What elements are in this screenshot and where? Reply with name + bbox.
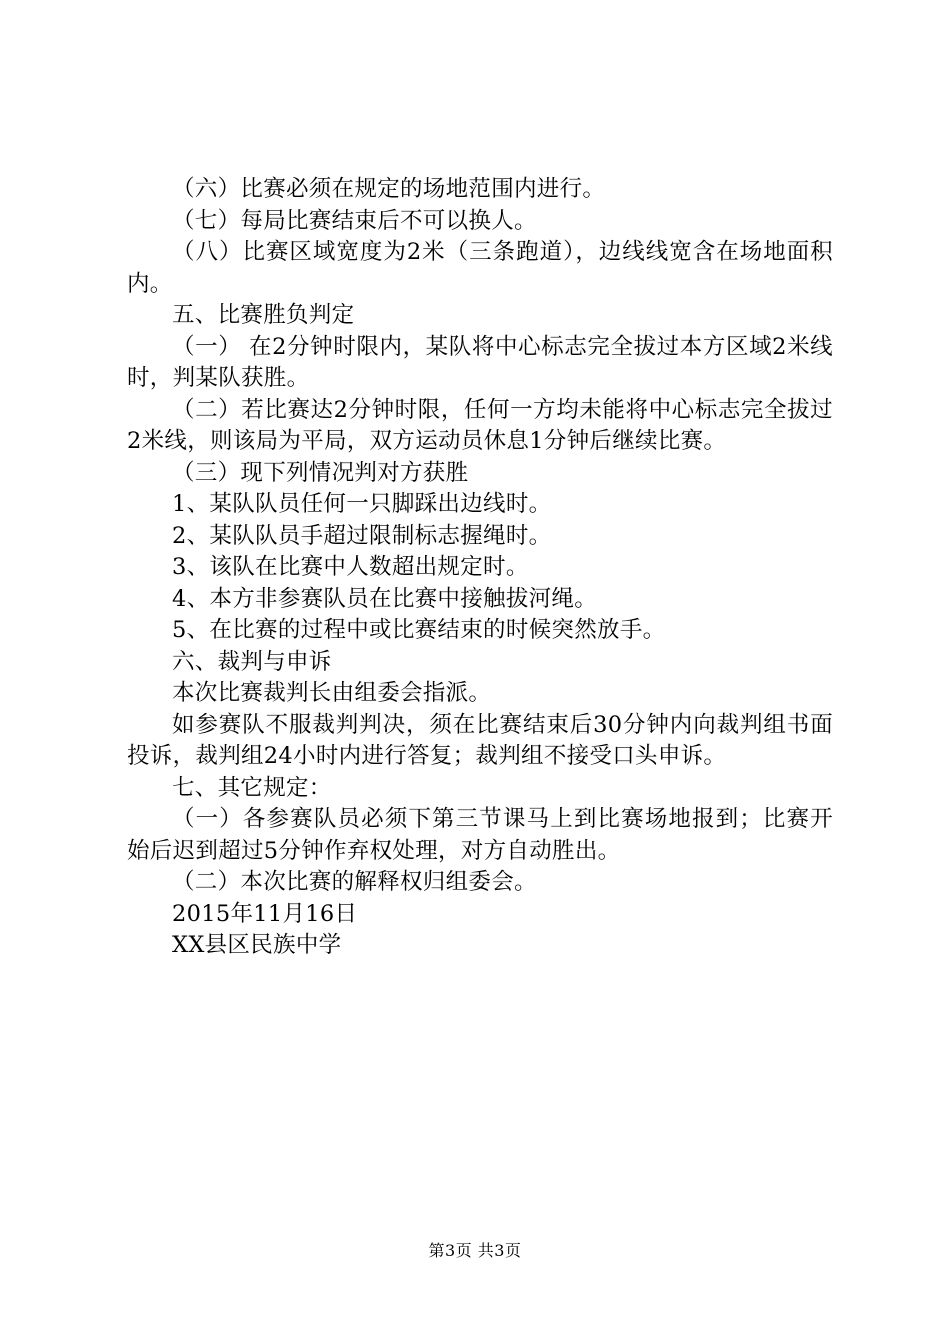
- paragraph-appeal: 如参赛队不服裁判判决，须在比赛结束后30分钟内向裁判组书面投诉，裁判组24小时内进行答复；裁判组不接受口头申诉。: [127, 711, 833, 769]
- list-item-4: 4、本方非参赛队员在比赛中接触拔河绳。: [172, 585, 598, 612]
- section-heading-7: 七、其它规定：: [172, 774, 332, 801]
- document-body: [127, 174, 833, 962]
- document-date: 2015年11月16日: [172, 900, 358, 927]
- paragraph-judgement-2: （二）若比赛达2分钟时限，任何一方均未能将中心标志完全拔过2米线，则该局为平局，双方运动员休息1分钟后继续比赛。: [127, 396, 833, 454]
- paragraph-rule-7: （七）每局比赛结束后不可以换人。: [172, 207, 537, 234]
- paragraph-other-2: （二）本次比赛的解释权归组委会。: [172, 869, 537, 895]
- list-item-2: 2、某队队员手超过限制标志握绳时。: [172, 522, 552, 549]
- page-footer: 第3页 共3页: [428, 1241, 522, 1260]
- paragraph-referee: 本次比赛裁判长由组委会指派。: [172, 680, 492, 706]
- paragraph-judgement-1: （一） 在2分钟时限内，某队将中心标志完全拔过本方区域2米线时，判某队获胜。: [127, 333, 833, 391]
- document-issuer: XX县区民族中学: [172, 932, 342, 958]
- section-heading-6: 六、裁判与申诉: [172, 648, 332, 675]
- paragraph-judgement-3: （三）现下列情况判对方获胜: [172, 459, 469, 486]
- list-item-1: 1、某队队员任何一只脚踩出边线时。: [172, 491, 552, 517]
- paragraph-other-1: （一）各参赛队员必须下第三节课马上到比赛场地报到；比赛开始后迟到超过5分钟作弃权处理，对方自动胜出。: [127, 806, 833, 864]
- paragraph-rule-6: （六）比赛必须在规定的场地范围内进行。: [172, 176, 606, 202]
- list-item-5: 5、在比赛的过程中或比赛结束的时候突然放手。: [172, 617, 666, 643]
- list-item-3: 3、该队在比赛中人数超出规定时。: [172, 554, 529, 580]
- paragraph-rule-8: （八）比赛区域宽度为2米（三条跑道），边线线宽含在场地面积内。: [127, 239, 833, 297]
- section-heading-5: 五、比赛胜负判定: [172, 302, 355, 328]
